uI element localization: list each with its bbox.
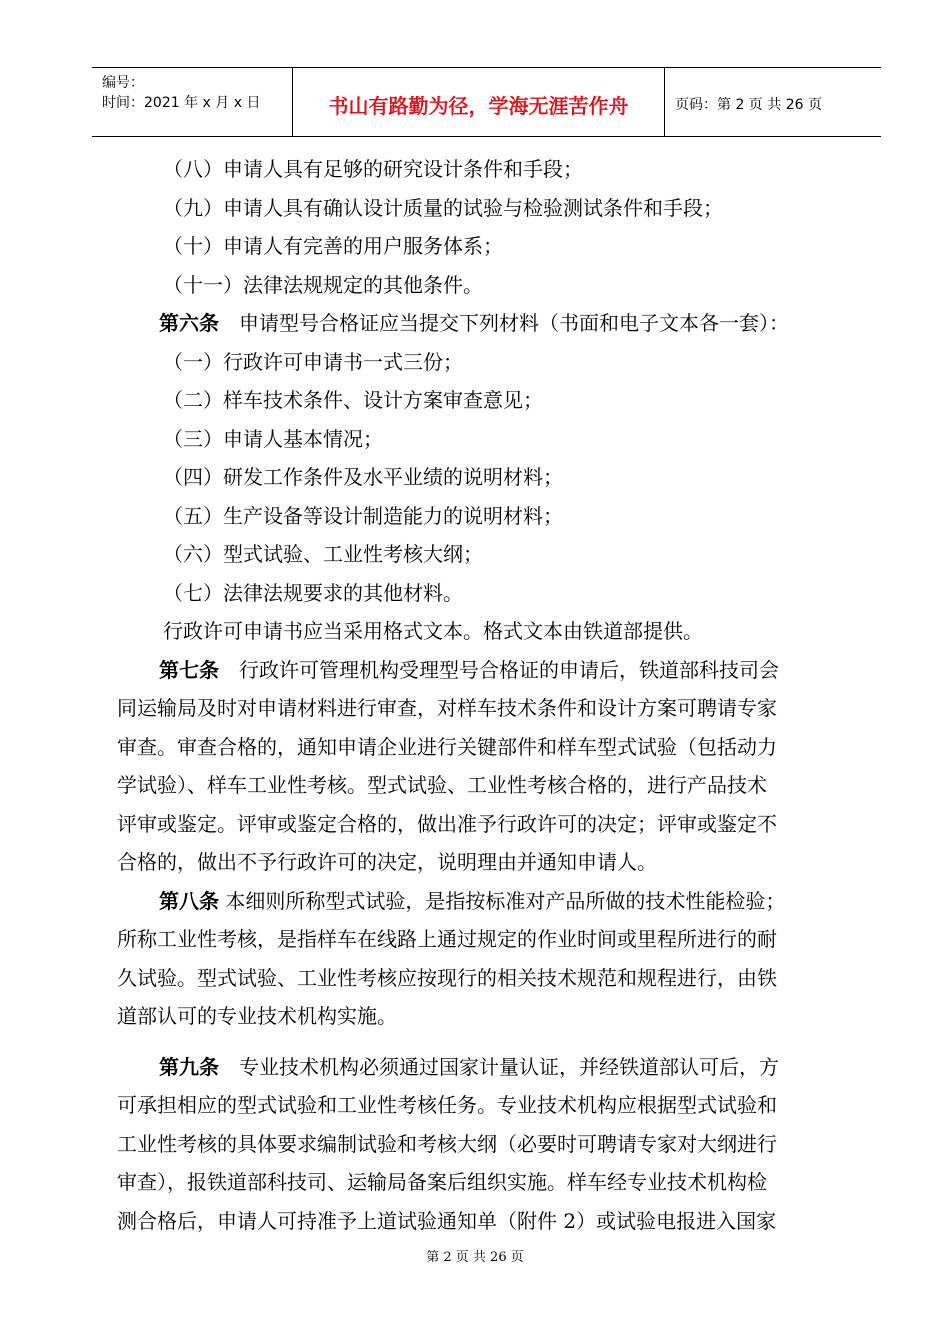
body-line: （一）行政许可申请书一式三份； [163,349,463,374]
body-line: （九）申请人具有确认设计质量的试验与检验测试条件和手段； [163,195,723,220]
body-line: （五）生产设备等设计制造能力的说明材料； [163,503,563,528]
body-line: （十一）法律法规规定的其他条件。 [163,272,483,297]
page-footer [0,1246,950,1265]
article-heading-line: 第九条 专业技术机构必须通过国家计量认证，并经铁道部认可后，方 [159,1054,779,1079]
body-line: （六）型式试验、工业性考核大纲； [163,542,483,566]
body-line: 合格的，做出不予行政许可的决定，说明理由并通知申请人。 [117,850,657,874]
body-line: 审查。审查合格的，通知申请企业进行关键部件和样车型式试验（包括动力 [117,734,777,759]
body-line: （七）法律法规要求的其他材料。 [163,580,463,605]
body-line: 道部认可的专业技术机构实施。 [117,1004,397,1028]
body-line: 行政许可申请书应当采用格式文本。格式文本由铁道部提供。 [163,619,703,643]
header-meta-cell [92,68,293,136]
header-motto-cell [293,68,665,136]
footer-page-number: 第 2 页 共 26 页 [426,1250,524,1265]
body-line: 可承担相应的型式试验和工业性考核任务。专业技术机构应根据型式试验和 [117,1093,777,1117]
article-number: 第八条 [159,888,219,913]
article-heading-line: 第八条 本细则所称型式试验，是指按标准对产品所做的技术性能检验； [159,888,786,913]
body-line: 审查），报铁道部科技司、运输局备案后组织实施。样车经专业技术机构检 [117,1170,767,1194]
motto: 书山有路勤为径，学海无涯苦作舟 [328,94,629,118]
body-line: 久试验。型式试验、工业性考核应按现行的相关技术规范和规程进行，由铁 [117,965,777,990]
article-heading-line: 第六条 申请型号合格证应当提交下列材料（书面和电子文本各一套）： [159,311,789,335]
body-line: 学试验）、样车工业性考核。型式试验、工业性考核合格的，进行产品技术 [117,773,767,797]
body-line: 测合格后，申请人可持准予上道试验通知单（附件 2）或试验电报进入国家 [117,1208,777,1233]
article-number: 第七条 [159,657,219,682]
page-number-label: 页码：第 2 页 共 26 页 [675,97,822,113]
time-label: 时间：2021 年 x 月 x 日 [102,95,261,111]
body-line: 评审或鉴定。评审或鉴定合格的，做出准予行政许可的决定；评审或鉴定不 [117,811,777,836]
page-header [92,67,881,137]
article-number: 第九条 [159,1054,219,1079]
body-line: 所称工业性考核，是指样车在线路上通过规定的作业时间或里程所进行的耐 [117,927,777,951]
number-label: 编号： [102,75,144,91]
header-page-cell [665,68,881,136]
article-heading-line: 第七条 行政许可管理机构受理型号合格证的申请后，铁道部科技司会 [159,657,779,682]
article-number: 第六条 [159,311,219,335]
document-body [117,150,867,1240]
body-line: 工业性考核的具体要求编制试验和考核大纲（必要时可聘请专家对大纲进行 [117,1131,777,1156]
body-line: （四）研发工作条件及水平业绩的说明材料； [163,465,563,489]
body-line: （八）申请人具有足够的研究设计条件和手段； [163,157,583,181]
body-line: （十）申请人有完善的用户服务体系； [163,234,503,258]
body-line: 同运输局及时对申请材料进行审查，对样车技术条件和设计方案可聘请专家 [117,696,777,720]
body-line: （三）申请人基本情况； [163,426,383,451]
body-line: （二）样车技术条件、设计方案审查意见； [163,388,543,412]
